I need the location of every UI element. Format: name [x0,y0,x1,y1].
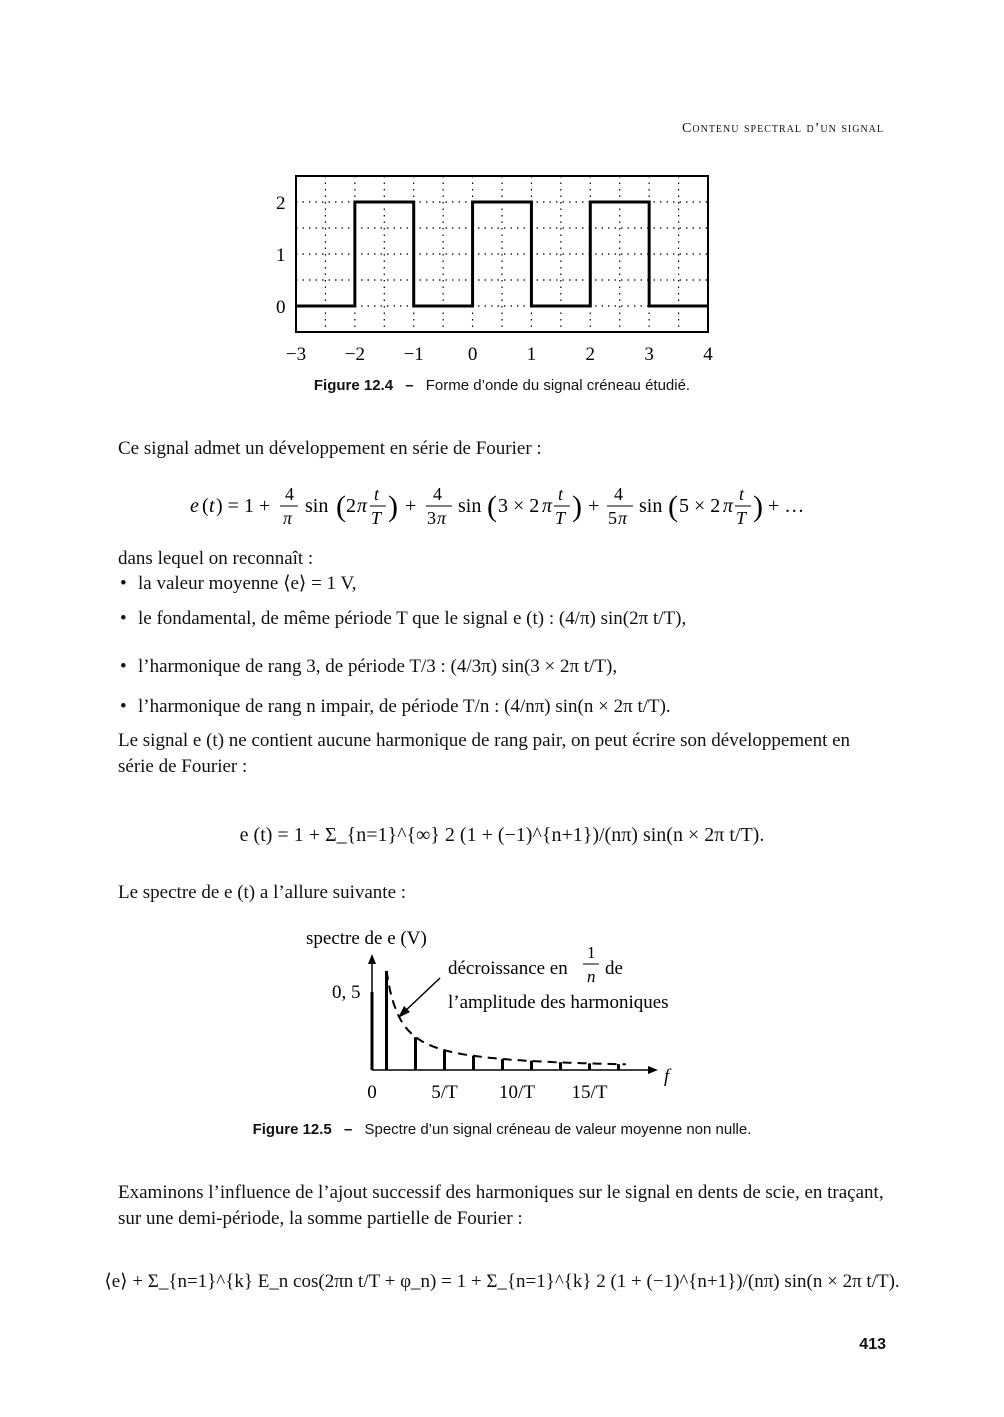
svg-text:T: T [371,508,382,528]
annotation-line-2: l’amplitude des harmoniques [448,992,669,1013]
svg-text:+ …: + … [768,495,805,517]
svg-text:(: ( [202,495,209,517]
svg-text:π: π [283,508,293,528]
annotation-fraction-den: n [587,967,596,986]
x-tick-label: −1 [403,344,424,365]
grid [296,176,708,332]
paragraph-harmonique-pair: Le signal e (t) ne contient aucune harmonique de rang pair, on peut écrire son développement en série de Fourier : [118,730,851,777]
svg-text:5: 5 [608,508,617,528]
figure-label: Figure 12.5 [252,1121,332,1138]
svg-text:sin: sin [305,495,329,517]
page-number: 413 [859,1336,886,1353]
svg-text:(: ( [487,490,497,523]
svg-text:π: π [542,495,553,517]
svg-text:π: π [723,495,734,517]
svg-text:): ) [572,490,582,523]
x-tick-label: 0 [467,344,478,365]
svg-text:sin: sin [458,495,482,517]
bullet-item: • l’harmonique de rang 3, de période T/3 : (4/3π) sin(3 × 2π t/T), [120,656,618,677]
bullet-item: • la valeur moyenne ⟨e⟩ = 1 V, [120,573,357,594]
caption-sep: – [343,1121,353,1138]
x-tick-label: 1 [526,344,537,365]
x-tick-label: 0 [367,1082,377,1103]
x-tick-label: −2 [344,344,365,365]
svg-text:t: t [209,495,215,517]
figure-12-5-chart [300,922,700,1112]
annotation-de: de [605,958,623,979]
running-header: Contenu spectral d’un signal [682,121,884,136]
x-tick-label: 2 [585,344,596,365]
figure-12-4-caption [0,377,1004,394]
bullet-list [120,572,880,732]
caption-text: Spectre d’un signal créneau de valeur moyenne non nulle. [364,1121,752,1138]
x-axis-arrow-icon [648,1066,658,1074]
bullet-text: le fondamental, de même période T que le signal e (t) : (4/π) sin(2π t/T), [138,608,687,629]
annotation-line-1: décroissance en [448,958,568,979]
y-axis-title: spectre de e (V) [306,928,427,949]
figure-12-4-chart [270,170,730,370]
svg-text:t: t [374,484,380,504]
svg-text:t: t [558,484,564,504]
svg-text:2: 2 [346,495,356,517]
annotation-fraction-num: 1 [587,943,596,962]
y-tick-label: 1 [276,245,286,266]
svg-text:): ) [388,490,398,523]
svg-text:T: T [555,508,566,528]
equation-2: e (t) = 1 + Σ_{n=1}^{∞} 2 (1 + (−1)^{n+1})/(nπ) sin(n × 2π t/T). [239,824,765,846]
svg-text:+: + [588,495,600,517]
paragraph-spectre: Le spectre de e (t) a l’allure suivante : [118,882,407,903]
bullet-text: l’harmonique de rang 3, de période T/3 : (4/3π) sin(3 × 2π t/T), [138,656,618,677]
bullet-text: l’harmonique de rang n impair, de période T/n : (4/nπ) sin(n × 2π t/T). [138,696,671,717]
svg-text:π: π [618,508,628,528]
x-tick-label: 3 [644,344,654,365]
y-axis-arrow-icon [368,954,376,964]
equation-1 [190,478,830,538]
svg-text:π: π [437,508,447,528]
svg-text:π: π [357,495,368,517]
svg-text:(: ( [336,490,346,523]
spectrum-bars [372,971,619,1070]
svg-text:): ) [753,490,763,523]
y-tick-label: 2 [276,193,286,214]
bullet-text: la valeur moyenne ⟨e⟩ = 1 V, [138,573,357,594]
annotation-arrow [402,978,440,1014]
figure-12-5-caption [0,1121,1004,1138]
figure-label: Figure 12.4 [313,377,394,394]
x-tick-label: 4 [703,344,713,365]
x-tick-labels [367,1082,608,1103]
y-tick-labels [276,193,286,318]
svg-text:3: 3 [427,508,436,528]
x-tick-label: 15/T [571,1082,608,1103]
svg-text:4: 4 [614,484,623,504]
svg-text:4: 4 [433,484,442,504]
paragraph-reconnait: dans lequel on reconnaît : [118,548,314,569]
x-axis-label: f [664,1066,670,1087]
svg-text:5 × 2: 5 × 2 [679,495,721,517]
y-tick-label: 0, 5 [332,982,361,1003]
paragraph-intro: Ce signal admet un développement en série de Fourier : [118,438,542,459]
equation-3: ⟨e⟩ + Σ_{n=1}^{k} E_n cos(2πn t/T + φ_n) = 1 + Σ_{n=1}^{k} 2 (1 + (−1)^{n+1})/(nπ) sin(n × 2π t/T). [104,1271,900,1292]
x-tick-label: −3 [285,344,307,365]
svg-text:t: t [739,484,745,504]
caption-text: Forme d’onde du signal créneau étudié. [425,377,691,394]
svg-text:sin: sin [639,495,663,517]
bullet-item: • l’harmonique de rang n impair, de période T/n : (4/nπ) sin(n × 2π t/T). [120,696,671,717]
svg-text:4: 4 [285,484,294,504]
svg-text:(: ( [668,490,678,523]
svg-text:T: T [736,508,747,528]
x-tick-label: 5/T [431,1082,458,1103]
x-tick-label: 10/T [499,1082,535,1103]
bullet-item: • le fondamental, de même période T que le signal e (t) : (4/π) sin(2π t/T), [120,608,687,629]
svg-text:3 × 2: 3 × 2 [498,495,540,517]
y-tick-label: 0 [276,297,286,318]
x-tick-labels [286,344,713,365]
svg-text:e: e [190,495,199,517]
svg-text:) = 1 +: ) = 1 + [216,495,271,517]
caption-sep: – [405,377,414,394]
paragraph-examinons: Examinons l’influence de l’ajout successif des harmoniques sur le signal en dents de scie, en traçant, sur une demi-période, la somme partielle de Fourier : [118,1182,884,1229]
svg-text:+: + [405,495,417,517]
